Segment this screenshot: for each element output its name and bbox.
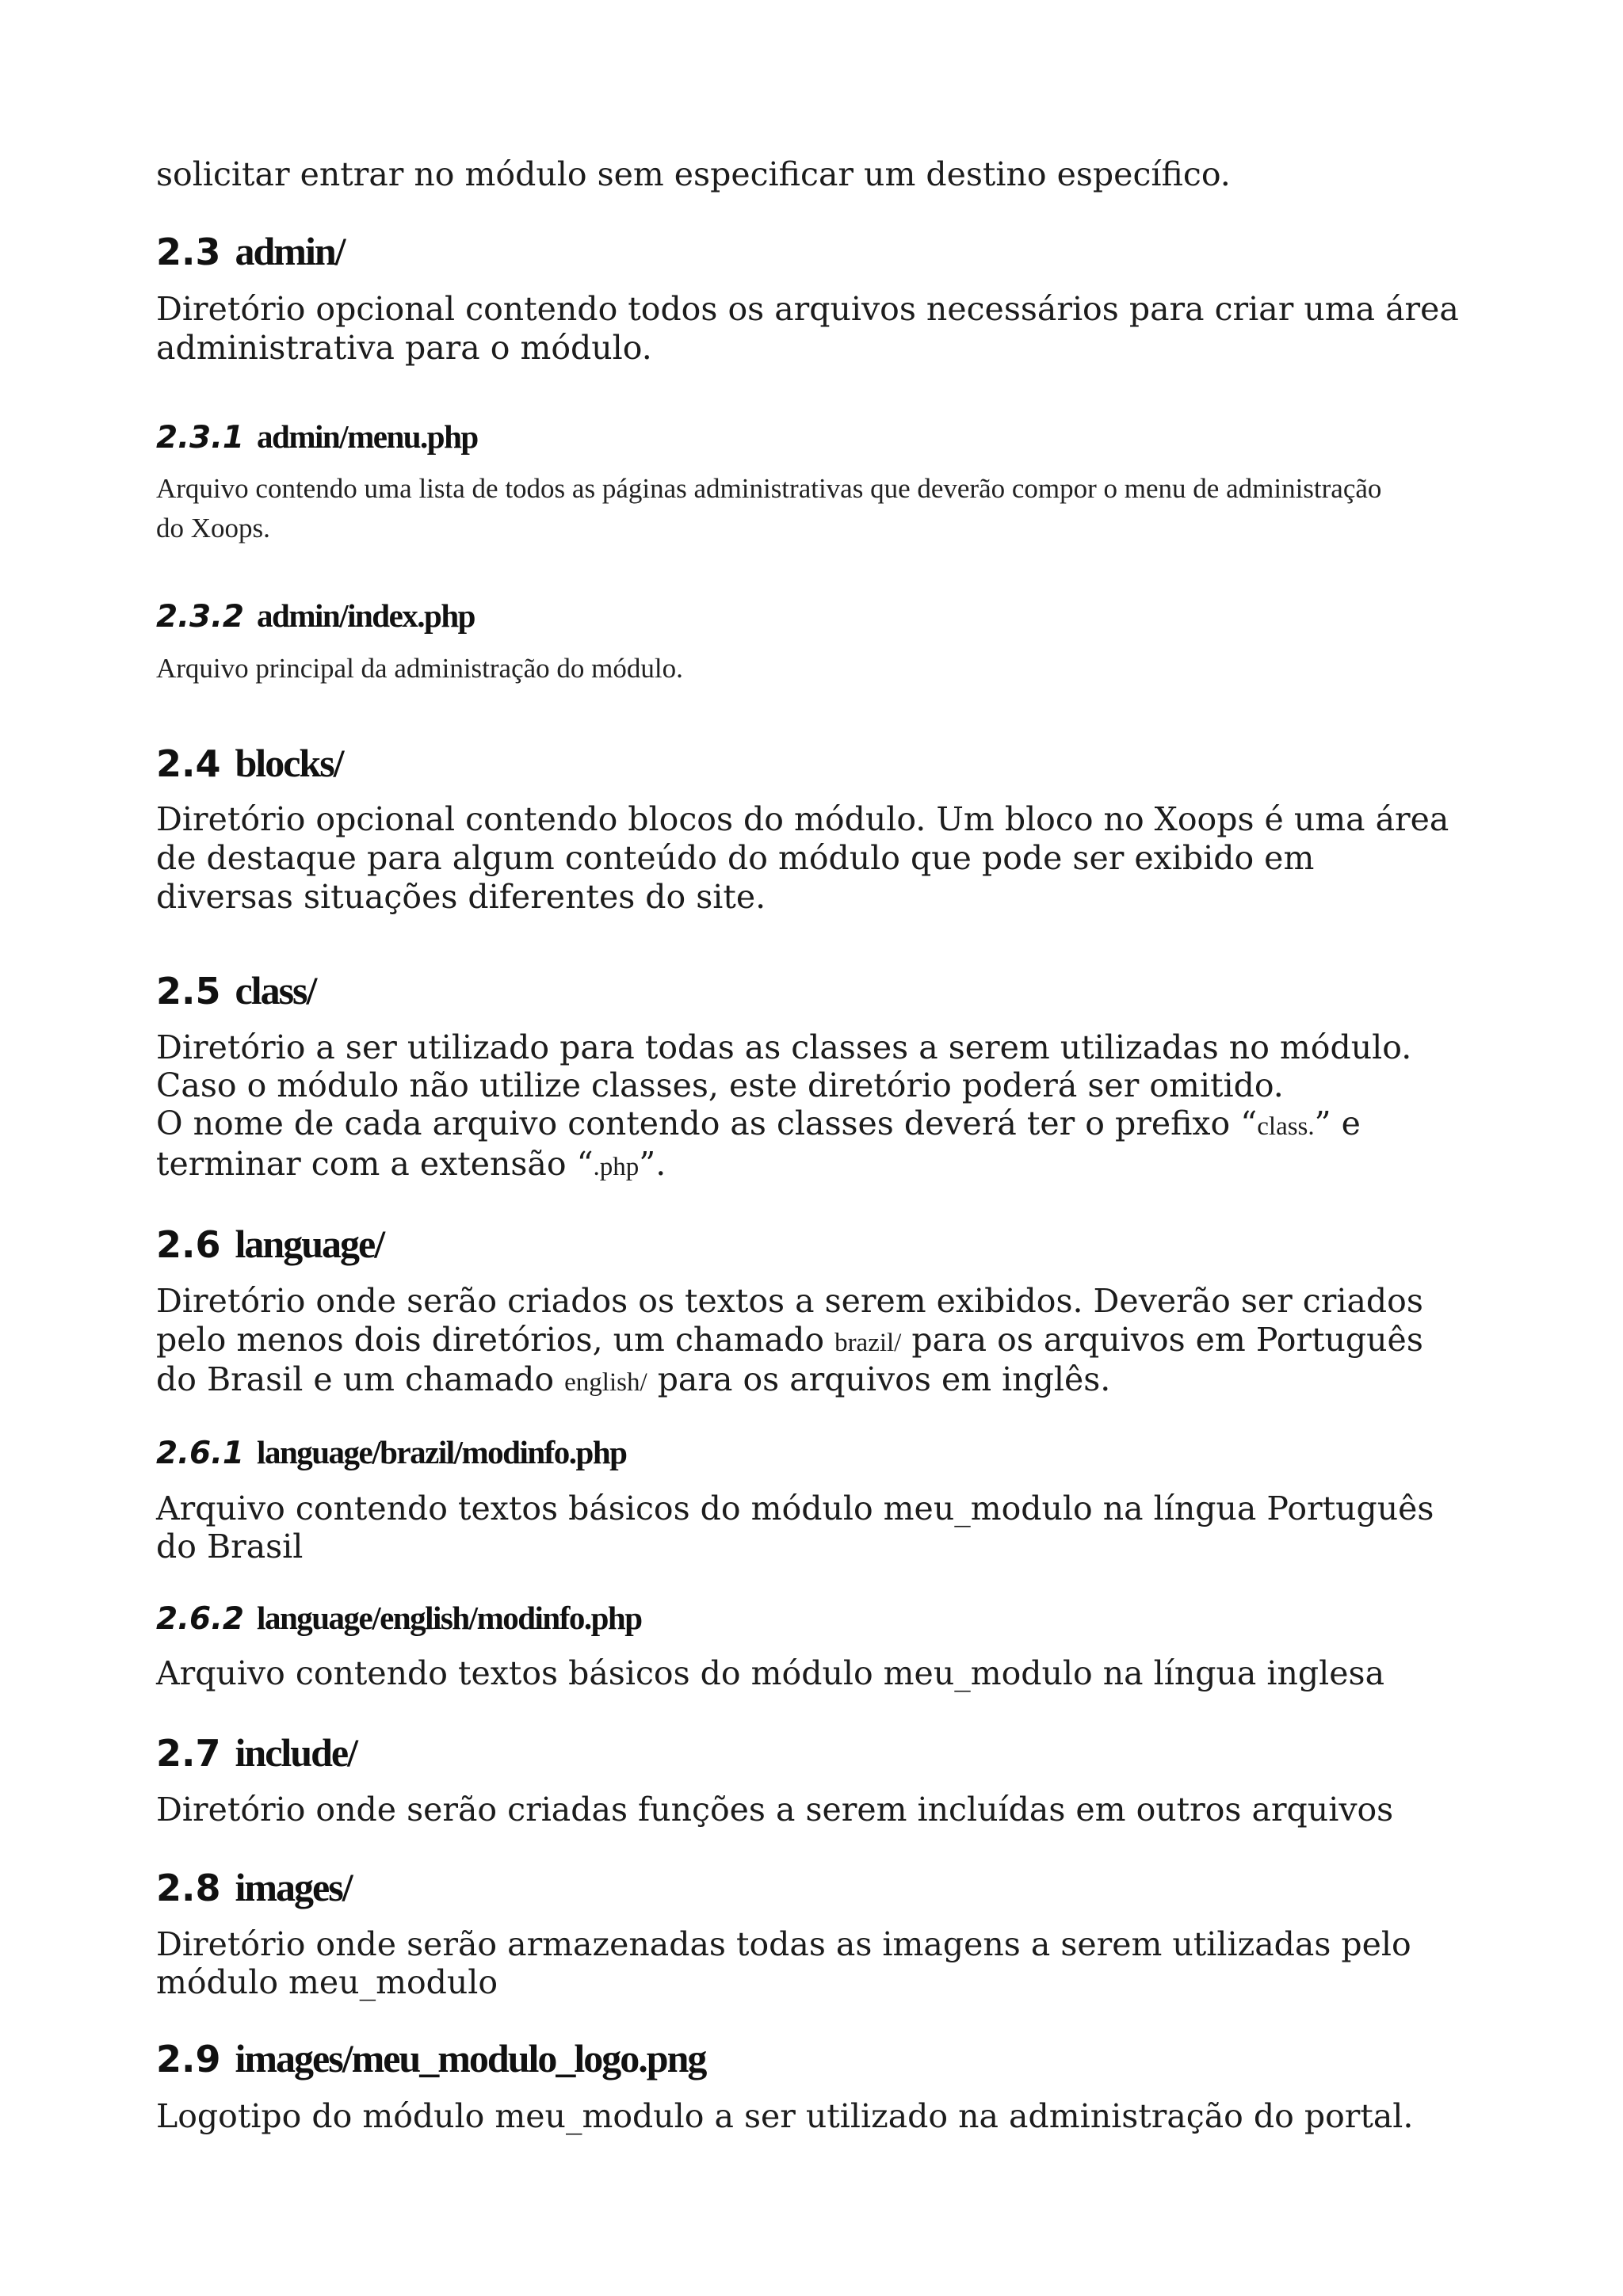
section-title: images/meu_modulo_logo.png <box>235 2036 706 2081</box>
paragraph-line <box>156 1145 666 1187</box>
subsection-heading-2-6-2 <box>156 1598 642 1646</box>
section-heading-2-5 <box>156 967 315 1016</box>
subsection-heading-2-3-1 <box>156 417 478 464</box>
code-dirname: brazil/ <box>834 1329 902 1357</box>
subsection-number: 2.3.1 <box>156 420 245 456</box>
section-number: 2.5 <box>156 970 221 1013</box>
section-heading-2-3 <box>156 227 345 277</box>
section-number: 2.9 <box>156 2038 221 2081</box>
paragraph-line <box>156 1360 1110 1402</box>
subsection-number: 2.6.2 <box>156 1601 245 1637</box>
section-title: blocks/ <box>235 741 343 785</box>
paragraph-line: Arquivo contendo uma lista de todos as páginas administrativas que deverão compor o menu de administração <box>156 473 1382 504</box>
section-number: 2.3 <box>156 231 221 273</box>
paragraph-line: diversas situações diferentes do site. <box>156 878 766 916</box>
paragraph-line: Diretório onde serão criadas funções a serem incluídas em outros arquivos <box>156 1791 1394 1829</box>
paragraph-line: Caso o módulo não utilize classes, este diretório poderá ser omitido. <box>156 1066 1284 1104</box>
subsection-number: 2.6.1 <box>156 1436 245 1471</box>
paragraph-line: Logotipo do módulo meu_modulo a ser utilizado na administração do portal. <box>156 2097 1414 2135</box>
text-run: ”. <box>639 1145 666 1183</box>
paragraph-line: Arquivo contendo textos básicos do módulo meu_modulo na língua Português <box>156 1489 1434 1527</box>
subsection-heading-2-6-1 <box>156 1432 626 1480</box>
text-run: para os arquivos em inglês. <box>647 1360 1111 1398</box>
section-title: admin/ <box>235 229 345 273</box>
section-heading-2-4 <box>156 739 343 788</box>
text-run: O nome de cada arquivo contendo as classes deverá ter o prefixo “ <box>156 1104 1258 1142</box>
code-extension: .php <box>593 1153 640 1181</box>
text-run: pelo menos dois diretórios, um chamado <box>156 1321 835 1359</box>
text-run: terminar com a extensão “ <box>156 1145 594 1183</box>
paragraph-line: Diretório onde serão criados os textos a serem exibidos. Deverão ser criados <box>156 1282 1423 1320</box>
code-dirname: english/ <box>564 1368 647 1397</box>
paragraph-line: Diretório onde serão armazenadas todas as imagens a serem utilizadas pelo <box>156 1925 1411 1963</box>
subsection-title: admin/index.php <box>257 597 475 634</box>
paragraph-line: Arquivo principal da administração do módulo. <box>156 653 683 684</box>
subsection-number: 2.3.2 <box>156 599 245 635</box>
text-run: do Brasil e um chamado <box>156 1360 565 1398</box>
section-title: class/ <box>235 968 316 1013</box>
paragraph-line: módulo meu_modulo <box>156 1963 498 2001</box>
subsection-title: language/english/modinfo.php <box>257 1600 642 1636</box>
section-number: 2.8 <box>156 1867 221 1909</box>
section-heading-2-6 <box>156 1220 384 1269</box>
subsection-heading-2-3-2 <box>156 596 475 643</box>
section-heading-2-7 <box>156 1729 357 1778</box>
section-heading-2-9 <box>156 2035 705 2084</box>
paragraph-line: do Brasil <box>156 1527 304 1566</box>
paragraph-line: Diretório opcional contendo todos os arquivos necessários para criar uma área <box>156 290 1459 328</box>
paragraph-line: Diretório a ser utilizado para todas as classes a serem utilizadas no módulo. <box>156 1028 1412 1066</box>
intro-paragraph: solicitar entrar no módulo sem especificar um destino específico. <box>156 155 1231 193</box>
paragraph-line: do Xoops. <box>156 513 270 543</box>
paragraph-line: de destaque para algum conteúdo do módulo que pode ser exibido em <box>156 839 1315 877</box>
subsection-title: language/brazil/modinfo.php <box>257 1434 627 1470</box>
section-title: language/ <box>235 1222 384 1266</box>
section-number: 2.7 <box>156 1732 221 1775</box>
text-run: para os arquivos em Português <box>901 1321 1423 1359</box>
section-title: include/ <box>235 1730 357 1775</box>
paragraph-line: Arquivo contendo textos básicos do módulo meu_modulo na língua inglesa <box>156 1654 1385 1692</box>
text-run: ” e <box>1314 1104 1361 1142</box>
section-heading-2-8 <box>156 1863 352 1913</box>
paragraph-line: Diretório opcional contendo blocos do módulo. Um bloco no Xoops é uma área <box>156 800 1449 838</box>
code-prefix: class. <box>1257 1112 1315 1141</box>
section-title: images/ <box>235 1865 352 1909</box>
paragraph-line <box>156 1104 1361 1146</box>
subsection-title: admin/menu.php <box>257 418 478 455</box>
paragraph-line <box>156 1321 1423 1363</box>
paragraph-line: administrativa para o módulo. <box>156 329 652 367</box>
section-number: 2.6 <box>156 1223 221 1266</box>
section-number: 2.4 <box>156 742 221 785</box>
